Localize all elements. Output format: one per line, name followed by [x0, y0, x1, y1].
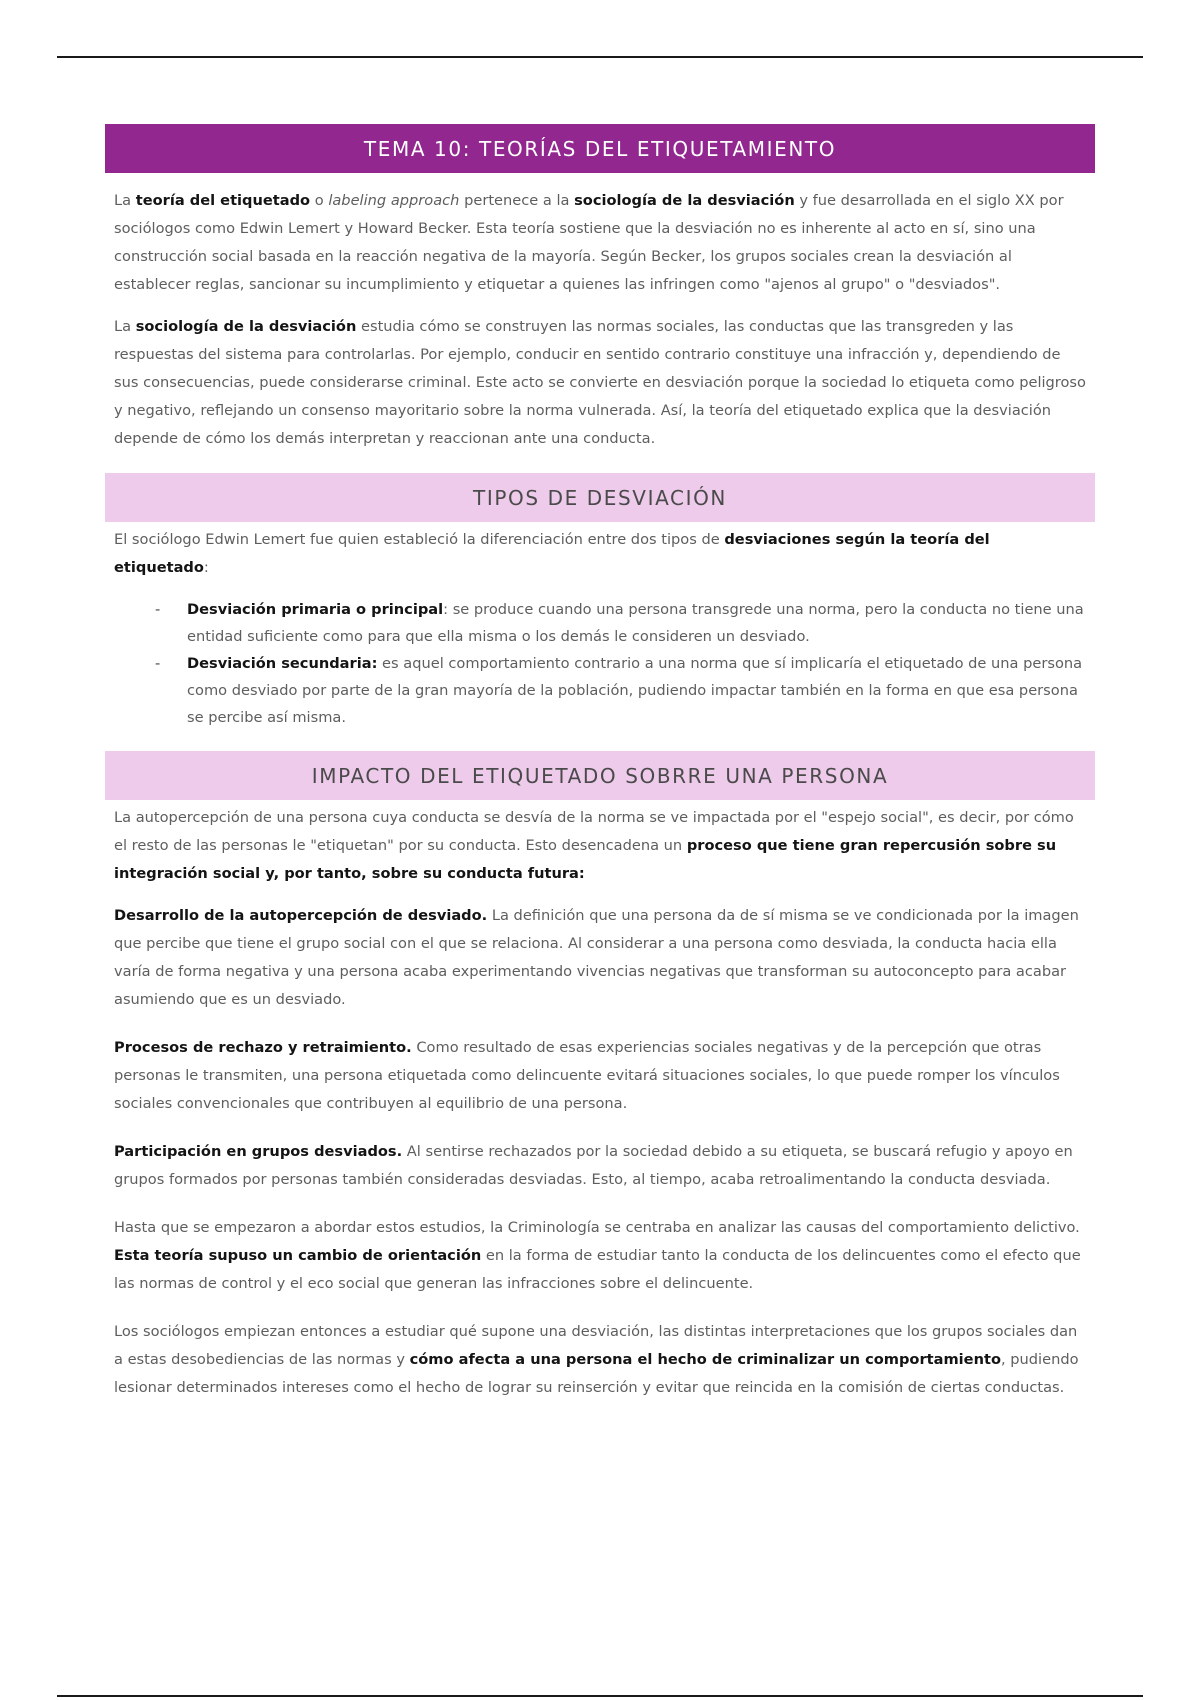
bottom-rule: [57, 1695, 1143, 1697]
intro-paragraph-2: La sociología de la desviación estudia cómo se construyen las normas sociales, las conductas que las transgreden y las respuestas del sistema para controlarlas. Por ejemplo, conducir en sentido contrario constituye una infracción y, dependiendo de sus consecuencias, puede considerarse criminal. Este acto se convierte en desviación porque la sociedad lo etiqueta como peligroso y negativo, reflejando un consenso mayoritario sobre la norma vulnerada. Así, la teoría del etiquetado explica que la desviación depende de cómo los demás interpretan y reaccionan ante una conducta.: [114, 318, 1086, 447]
section-heading-impacto: IMPACTO DEL ETIQUETADO SOBRRE UNA PERSONA: [105, 751, 1095, 800]
list-item: - Desviación primaria o principal: se produce cuando una persona transgrede una norma, pero la conducta no tiene una entidad suficiente como para que ella misma o los demás le consideren un desviado.: [187, 596, 1087, 650]
impacto-paragraph-5: Hasta que se empezaron a abordar estos estudios, la Criminología se centraba en analizar las causas del comportamiento delictivo. Esta teoría supuso un cambio de orientación en la forma de estudiar tanto la conducta de los delincuentes como el efecto que las normas de control y el eco social que generan las infracciones sobre el delincuente.: [114, 1219, 1081, 1292]
impacto-paragraph-6: Los sociólogos empiezan entonces a estudiar qué supone una desviación, las distintas interpretaciones que los grupos sociales dan a estas desobediencias de las normas y cómo afecta a una persona el hecho de criminalizar un comportamiento, pudiendo lesionar determinados intereses como el hecho de lograr su reinserción y evitar que reincida en la comisión de ciertas conductas.: [114, 1323, 1079, 1396]
list-item: - Desviación secundaria: es aquel comportamiento contrario a una norma que sí implicaría el etiquetado de una persona como desviado por parte de la gran mayoría de la población, pudiendo impactar también en la forma en que esa persona se percibe así misma.: [187, 650, 1087, 731]
intro-paragraph-1: La teoría del etiquetado o labeling approach pertenece a la sociología de la desviación y fue desarrollada en el siglo XX por sociólogos como Edwin Lemert y Howard Becker. Esta teoría sostiene que la desviación no es inherente al acto en sí, sino una construcción social basada en la reacción negativa de la mayoría. Según Becker, los grupos sociales crean la desviación al establecer reglas, sancionar su incumplimiento y etiquetar a quienes las infringen como "ajenos al grupo" o "desviados".: [114, 192, 1064, 293]
impacto-paragraph-4: Participación en grupos desviados. Al sentirse rechazados por la sociedad debido a su etiqueta, se buscará refugio y apoyo en grupos formados por personas también consideradas desviadas. Esto, al tiempo, acaba retroalimentando la conducta desviada.: [114, 1143, 1073, 1188]
impacto-paragraph-2: Desarrollo de la autopercepción de desviado. La definición que una persona da de sí misma se ve condicionada por la imagen que percibe que tiene el grupo social con el que se relaciona. Al considerar a una persona como desviada, la conducta hacia ella varía de forma negativa y una persona acaba experimentando vivencias negativas que transforman su autoconcepto para acabar asumiendo que es un desviado.: [114, 907, 1079, 1008]
page-title: TEMA 10: TEORÍAS DEL ETIQUETAMIENTO: [105, 124, 1095, 173]
impacto-paragraph-3: Procesos de rechazo y retraimiento. Como resultado de esas experiencias sociales negativas y de la percepción que otras personas le transmiten, una persona etiquetada como delincuente evitará situaciones sociales, lo que puede romper los vínculos sociales convencionales que contribuyen al equilibrio de una persona.: [114, 1039, 1060, 1112]
top-rule: [57, 56, 1143, 58]
impacto-paragraph-1: La autopercepción de una persona cuya conducta se desvía de la norma se ve impactada por el "espejo social", es decir, por cómo el resto de las personas le "etiquetan" por su conducta. Esto desencadena un proceso que tiene gran repercusión sobre su integración social y, por tanto, sobre su conducta futura:: [114, 809, 1074, 882]
section-heading-tipos: TIPOS DE DESVIACIÓN: [105, 473, 1095, 522]
document-body: [105, 124, 1095, 1402]
tipos-list: [105, 596, 1095, 731]
tipos-paragraph: El sociólogo Edwin Lemert fue quien estableció la diferenciación entre dos tipos de desviaciones según la teoría del etiquetado:: [114, 531, 990, 576]
